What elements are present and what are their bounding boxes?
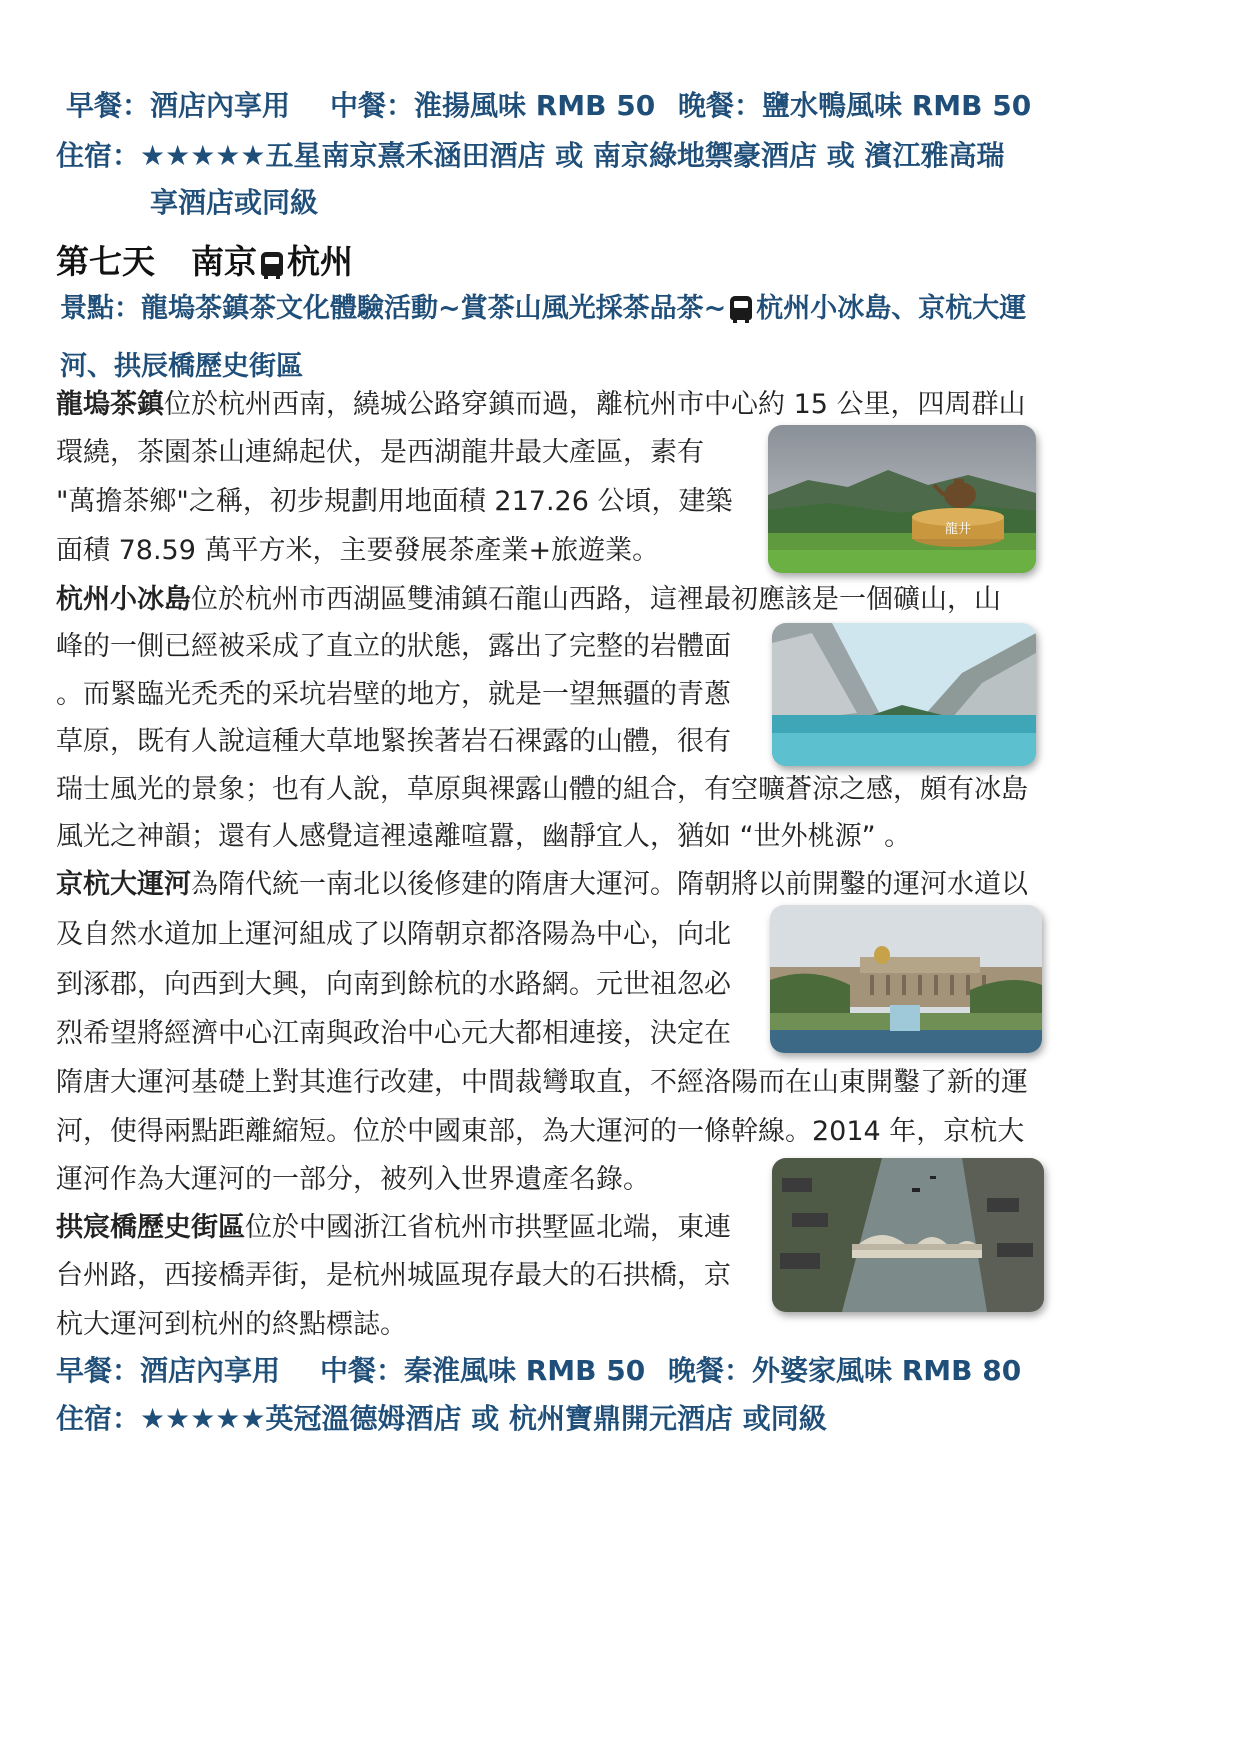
breakfast-label-1: 早餐：酒店內享用 xyxy=(66,89,291,122)
canal-line-1: 及自然水道加上運河組成了以隋朝京都洛陽為中心，向北 xyxy=(56,919,731,950)
bingdao-name: 杭州小冰島 xyxy=(56,584,191,615)
breakfast-label-2: 早餐：酒店內享用 xyxy=(56,1354,281,1387)
bingdao-line-3: 草原，既有人說這種大草地緊挨著岩石裸露的山體，很有 xyxy=(56,726,731,757)
canal-line-4: 隋唐大運河基礎上對其進行改建，中間裁彎取直，不經洛陽而在山東開鑿了新的運 xyxy=(56,1067,1028,1098)
canal-line-2: 到涿郡，向西到大興，向南到餘杭的水路網。元世祖忽必 xyxy=(56,969,731,1000)
lunch-label-2: 中餐：秦淮風味 RMB 50 xyxy=(320,1354,646,1387)
lunch-label-1: 中餐：淮揚風味 RMB 50 xyxy=(330,89,656,122)
day-title xyxy=(56,236,353,283)
canal-line-6: 運河作為大運河的一部分，被列入世界遺產名錄。 xyxy=(56,1164,650,1195)
canal-line-3: 烈希望將經濟中心江南與政治中心元大都相連接，決定在 xyxy=(56,1018,731,1049)
longwu-line-0: 龍塢茶鎮位於杭州西南，繞城公路穿鎮而過，離杭州市中心約 15 公里，四周群山 xyxy=(56,389,1026,420)
canal-line-0: 京杭大運河為隋代統一南北以後修建的隋唐大運河。隋朝將以前開鑿的運河水道以 xyxy=(56,869,1028,900)
day-label: 第七天 xyxy=(56,242,155,281)
lodging-line-2: 住宿：★★★★★英冠溫德姆酒店 或 杭州寶鼎開元酒店 或同級 xyxy=(56,1402,827,1435)
longwu-line-2: "萬擔茶鄉"之稱，初步規劃用地面積 217.26 公頃，建築 xyxy=(56,486,733,517)
sights-part-2: 杭州小冰島、京杭大運 xyxy=(756,293,1027,324)
gongchen-line-2: 杭大運河到杭州的終點標誌。 xyxy=(56,1309,407,1340)
tea-sign-text: 龍井 xyxy=(944,522,972,537)
day-from: 南京 xyxy=(191,242,257,281)
bus-icon xyxy=(730,296,752,320)
sights-part-1: 景點：龍塢茶鎮茶文化體驗活動~賞茶山風光採茶品茶~ xyxy=(60,293,727,324)
longwu-line-3: 面積 78.59 萬平方米，主要發展茶產業+旅遊業。 xyxy=(56,535,660,566)
dinner-label-1: 晚餐：鹽水鴨風味 RMB 50 xyxy=(678,89,1032,122)
dinner-label-2: 晚餐：外婆家風味 RMB 80 xyxy=(668,1354,1022,1387)
gongchen-name: 拱宸橋歷史街區 xyxy=(56,1212,245,1243)
gongchen-line-0: 拱宸橋歷史街區位於中國浙江省杭州市拱墅區北端，東連 xyxy=(56,1212,731,1243)
bingdao-line-4: 瑞士風光的景象；也有人說，草原與裸露山體的組合，有空曠蒼涼之感，頗有冰島 xyxy=(56,774,1028,805)
bingdao-line-1: 峰的一側已經被采成了直立的狀態，露出了完整的岩體面 xyxy=(56,631,731,662)
longwu-tea-photo xyxy=(768,425,1036,573)
canal-photo xyxy=(770,905,1042,1053)
bus-icon xyxy=(261,252,283,276)
longwu-line-1: 環繞，茶園茶山連綿起伏，是西湖龍井最大產區，素有 xyxy=(56,437,704,468)
sights-part-3: 河、拱辰橋歷史街區 xyxy=(60,351,303,382)
bingdao-line-2: 。而緊臨光禿禿的采坑岩壁的地方，就是一望無疆的青蔥 xyxy=(56,679,731,710)
longwu-name: 龍塢茶鎮 xyxy=(56,389,164,420)
bingdao-line-5: 風光之神韻；還有人感覺這裡遠離喧囂，幽靜宜人，猶如 “世外桃源” 。 xyxy=(56,821,912,852)
bingdao-line-0: 杭州小冰島位於杭州市西湖區雙浦鎮石龍山西路，這裡最初應該是一個礦山，山 xyxy=(56,584,1001,615)
gongchen-bridge-photo xyxy=(772,1158,1044,1312)
canal-line-5: 河，使得兩點距離縮短。位於中國東部，為大運河的一條幹線。2014 年，京杭大 xyxy=(56,1116,1025,1147)
lodging-line-1: 住宿：★★★★★五星南京熹禾涵田酒店 或 南京綠地禦豪酒店 或 濱江雅高瑞 xyxy=(56,139,1005,172)
sights-summary xyxy=(60,280,1180,396)
gongchen-line-1: 台州路，西接橋弄街，是杭州城區現存最大的石拱橋，京 xyxy=(56,1260,731,1291)
canal-name: 京杭大運河 xyxy=(56,869,191,900)
day-to: 杭州 xyxy=(287,242,353,281)
lodging-line-1-cont: 享酒店或同級 xyxy=(150,186,319,219)
bingdao-photo xyxy=(772,623,1036,766)
